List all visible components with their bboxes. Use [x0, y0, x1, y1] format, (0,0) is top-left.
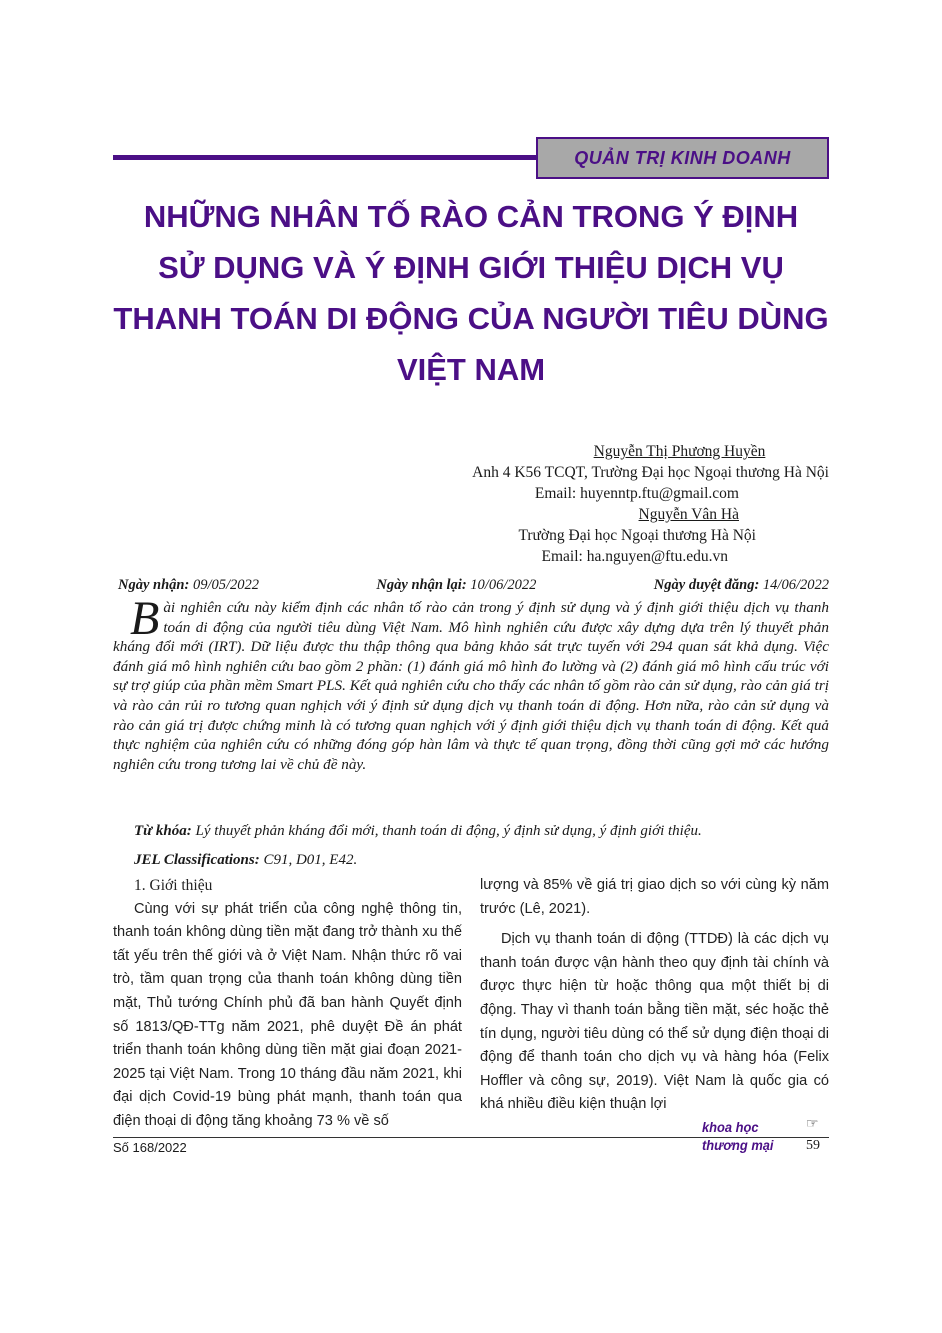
journal-name-line: khoa học	[702, 1119, 759, 1135]
received-label: Ngày nhận:	[118, 577, 190, 593]
keywords-value: Lý thuyết phản kháng đổi mới, thanh toán di động, ý định sử dụng, ý định giới thiệu.	[191, 823, 702, 839]
body-column-right	[480, 874, 829, 1117]
author-name: Nguyễn Vân Hà	[638, 506, 739, 523]
abstract-dropcap: B	[130, 592, 160, 645]
revised-date: 10/06/2022	[466, 577, 537, 593]
jel-value: C91, D01, E42.	[259, 852, 358, 868]
header-rule	[113, 155, 538, 160]
article-title	[113, 191, 829, 395]
body-column-left	[113, 874, 462, 1134]
section-heading: 1. Giới thiệu	[134, 877, 213, 894]
body-paragraph: Dịch vụ thanh toán di động (TTDĐ) là các dịch vụ thanh toán được vận hành theo quy định tài chính và được thực hiện từ hoặc thông qua một thiết bị di động. Thay vì thanh toán bằng tiền mặt, séc hoặc thẻ tín dụng, người tiêu dùng có thể sử dụng điện thoại di động để thanh toán cho dịch vụ và hàng hóa (Felix Hoffler và công sự, 2019). Việt Nam là quốc gia có khá nhiều điều kiện thuận lợi	[480, 931, 829, 1113]
author-name: Nguyễn Thị Phương Huyền	[593, 443, 766, 460]
hand-pointing-icon: ☞	[806, 1117, 819, 1132]
title-line: THANH TOÁN DI ĐỘNG CỦA NGƯỜI TIÊU DÙNG	[113, 301, 829, 336]
accepted-label: Ngày duyệt đăng:	[653, 577, 760, 593]
received-date: 09/05/2022	[189, 577, 259, 593]
abstract-text: ài nghiên cứu này kiểm định các nhân tố rào cản trong ý định sử dụng và ý định giới thiệu dịch vụ thanh toán di động của người tiêu dùng Việt Nam. Mô hình nghiên cứu được xây dựng dựa trên lý thuyết phản kháng đổi mới (IRT). Dữ liệu được thu thập thông qua bảng khảo sát trực tuyến với 294 quan sát khả dụng. Việc đánh giá mô hình nghiên cứu bao gồm 2 phần: (1) đánh giá mô hình đo lường và (2) đánh giá mô hình cấu trúc với sự trợ giúp của phần mềm Smart PLS. Kết quả nghiên cứu cho thấy các nhân tố gồm rào cản sử dụng, rào cản giá trị và rào cản rủi ro tương quan nghịch với ý định sử dụng dịch vụ thanh toán di động. Hơn nữa, rào cản sử dụng và rào cản giá trị được chứng minh là có tương quan nghịch với ý định giới thiệu dịch vụ thanh toán di động. Kết quả thực nghiệm của nghiên cứu có những đóng góp hàn lâm và thực tế quan trọng, đồng thời cũng gợi mở các hướng nghiên cứu trong tương lai về chủ đề này.	[113, 599, 829, 773]
jel-classifications	[134, 852, 834, 869]
author-affiliation: Anh 4 K56 TCQT, Trường Đại học Ngoại thương Hà Nội	[472, 464, 829, 481]
keywords-label: Từ khóa:	[134, 823, 192, 839]
title-line: VIỆT NAM	[396, 352, 546, 387]
title-line: NHỮNG NHÂN TỐ RÀO CẢN TRONG Ý ĐỊNH	[143, 199, 799, 234]
journal-name	[702, 1118, 774, 1154]
author-affiliation: Trường Đại học Ngoại thương Hà Nội	[518, 527, 756, 544]
body-paragraph: Cùng với sự phát triển của công nghệ thông tin, thanh toán không dùng tiền mặt đang trở thành xu thế tất yếu trên thế giới và ở Việt Nam. Nhận thức rõ vai trò, tầm quan trọng của thanh toán không dùng tiền mặt, Thủ tướng Chính phủ đã ban hành Quyết định số 1813/QĐ-TTg năm 2021, phê duyệt Đề án phát triển thanh toán không dùng tiền mặt giai đoạn 2021-2025 tại Việt Nam. Trong 10 tháng đầu năm 2021, khi đại dịch Covid-19 bùng phát mạnh, thanh toán qua điện thoại di động tăng khoảng 73 % về số	[113, 900, 462, 1129]
jel-label: JEL Classifications:	[134, 852, 260, 868]
section-label: QUẢN TRỊ KINH DOANH	[536, 137, 829, 179]
keywords	[134, 823, 834, 840]
abstract	[113, 592, 829, 774]
author-email: Email: huyenntp.ftu@gmail.com	[534, 485, 739, 502]
page-number: 59	[806, 1138, 820, 1153]
revised-label: Ngày nhận lại:	[376, 577, 467, 593]
accepted-date: 14/06/2022	[759, 577, 829, 593]
author-block	[380, 441, 829, 567]
issue-number: Số 168/2022	[113, 1140, 187, 1155]
author-email: Email: ha.nguyen@ftu.edu.vn	[541, 548, 728, 565]
body-paragraph: lượng và 85% về giá trị giao dịch so với cùng kỳ năm trước (Lê, 2021).	[480, 877, 829, 917]
article-dates	[118, 577, 829, 594]
journal-name-line: thương mại	[702, 1137, 774, 1153]
title-line: SỬ DỤNG VÀ Ý ĐỊNH GIỚI THIỆU DỊCH VỤ	[158, 250, 784, 285]
